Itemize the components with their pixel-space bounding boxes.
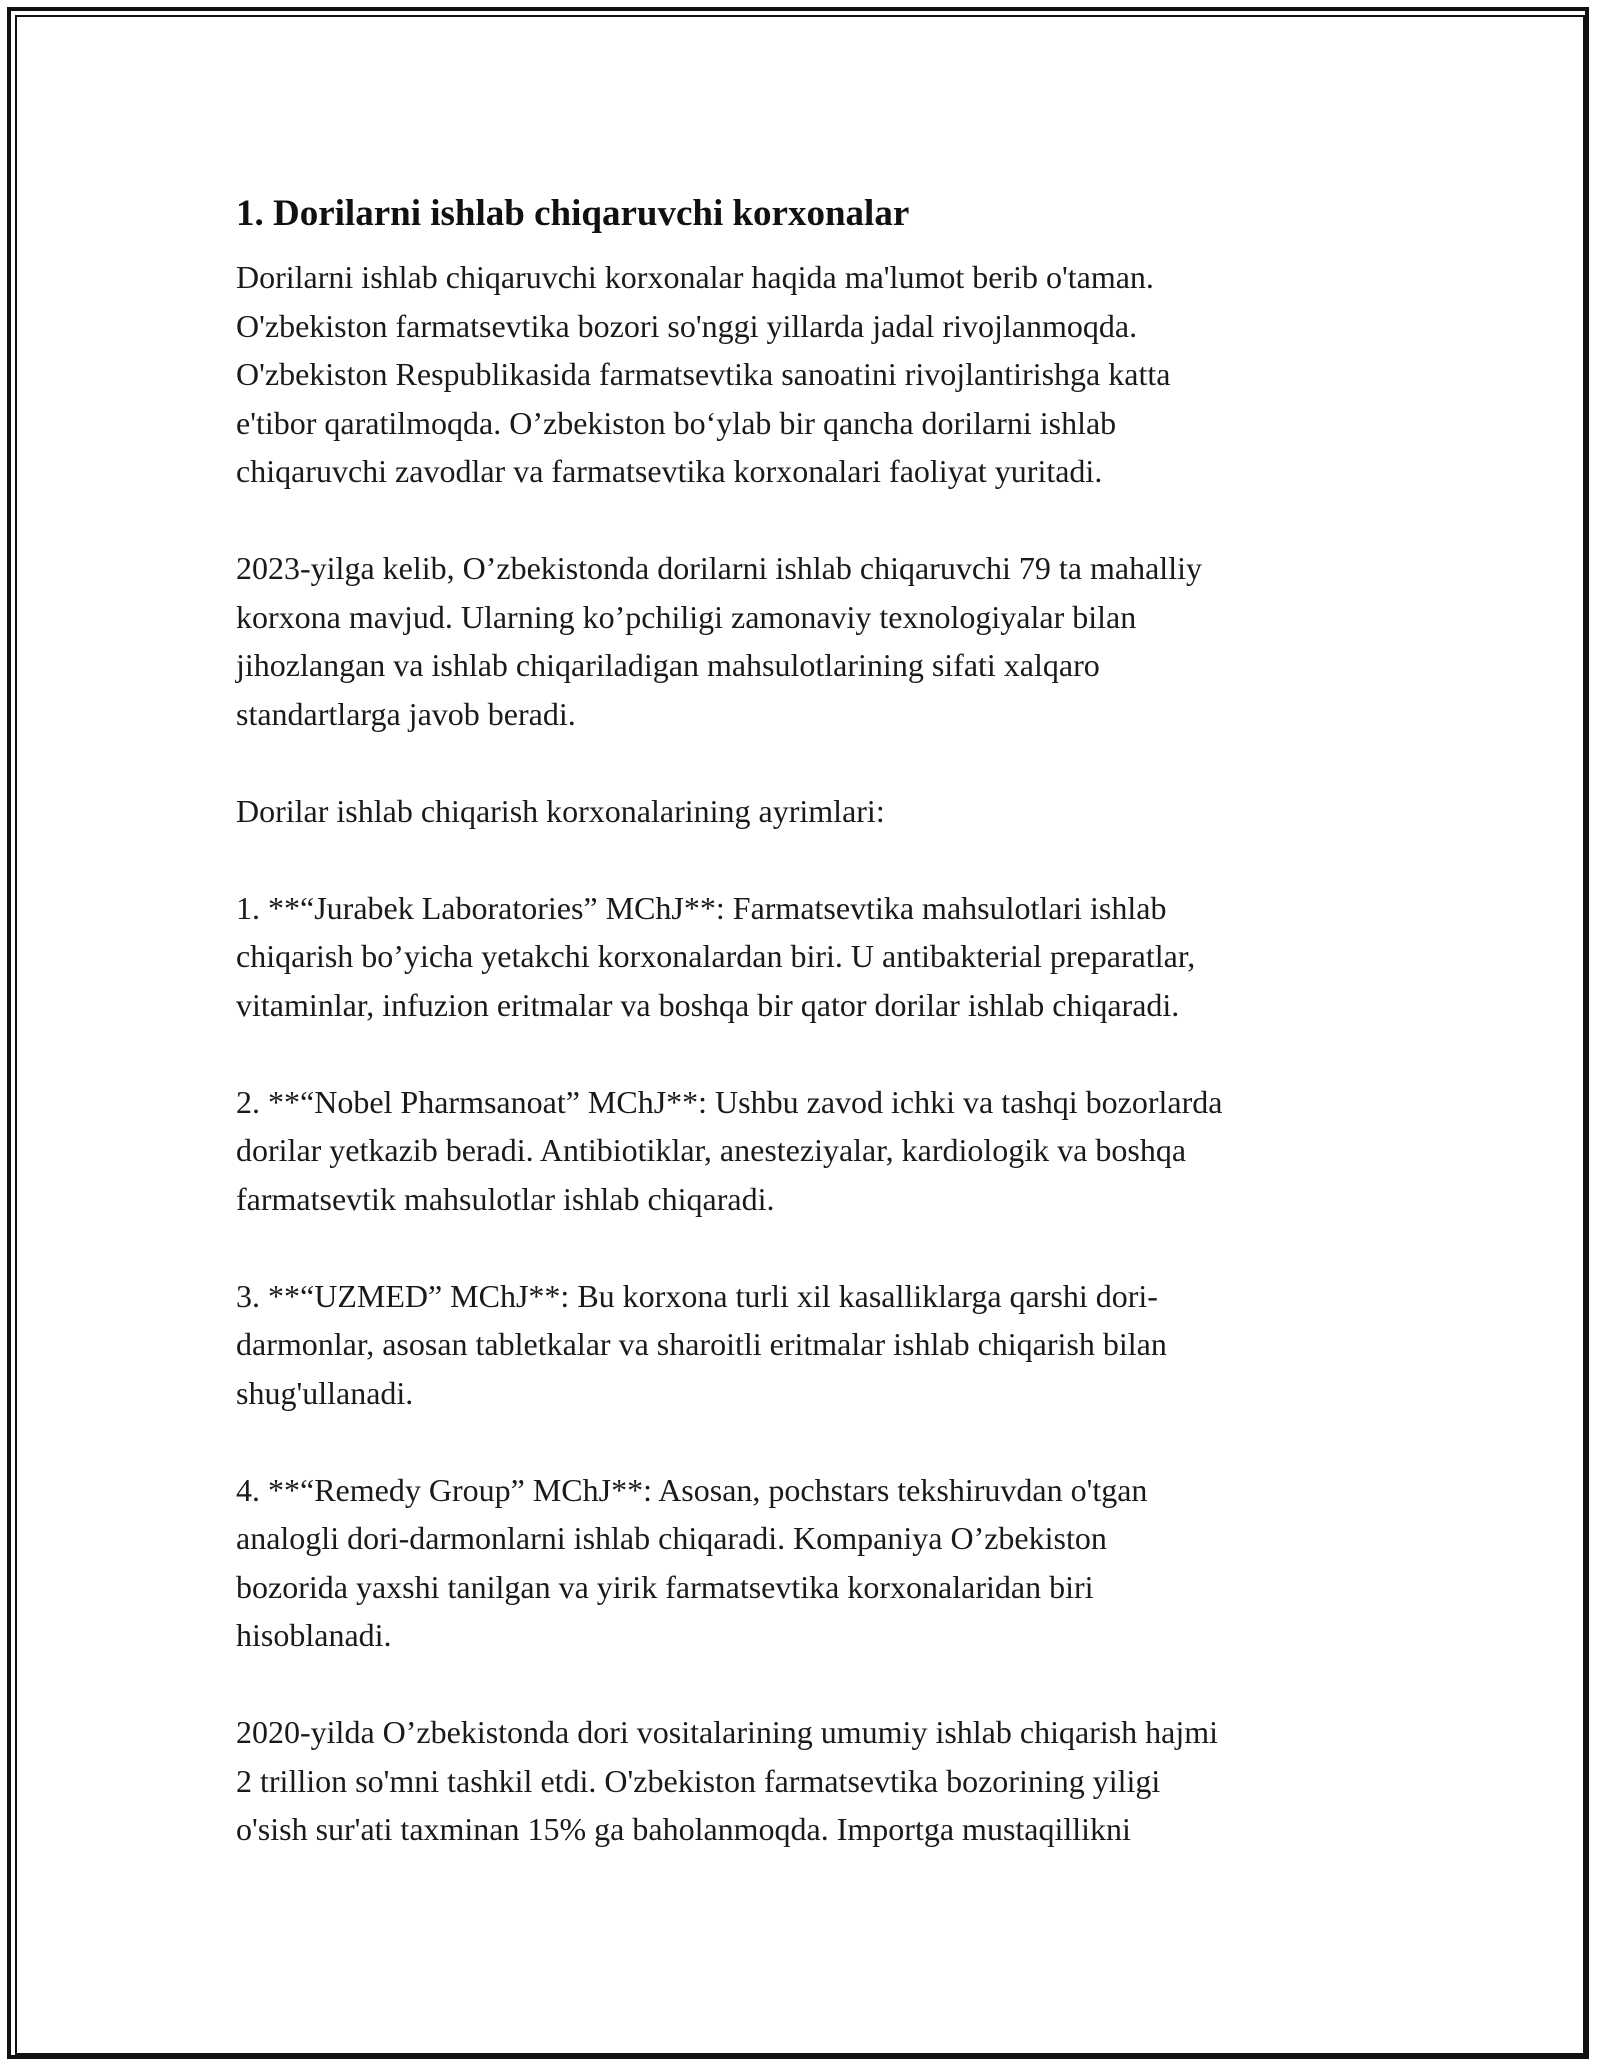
list-item-jurabek: 1. **“Jurabek Laboratories” MChJ**: Farmatsevtika mahsulotlari ishlab chiqarish bo’yicha yetakchi korxonalardan biri. U antibakterial preparatlar, vitaminlar, infuzion eritmalar va boshqa bir qator dorilar ishlab chiqaradi. [236,889,1196,1023]
list-item-nobel: 2. **“Nobel Pharmsanoat” MChJ**: Ushbu zavod ichki va tashqi bozorlarda dorilar yetkazib beradi. Antibiotiklar, anesteziyalar, kardiologik va boshqa farmatsevtik mahsulotlar ishlab chiqaradi. [236,1083,1223,1217]
list-item-remedy: 4. **“Remedy Group” MChJ**: Asosan, pochstars tekshiruvdan o'tgan analogli dori-darmonlarni ishlab chiqaradi. Kompaniya O’zbekiston bozorida yaxshi tanilgan va yirik farmatsevtika korxonalaridan biri hisoblanadi. [236,1471,1148,1653]
paragraph-statistics-2023: 2023-yilga kelib, O’zbekistonda dorilarni ishlab chiqaruvchi 79 ta mahalliy korxona mavjud. Ularning ko’pchiligi zamonaviy texnologiyalar bilan jihozlangan va ishlab chiqariladigan mahsulotlarining sifati xalqaro standartlarga javob beradi. [236,550,1202,732]
list-item-uzmed: 3. **“UZMED” MChJ**: Bu korxona turli xil kasalliklarga qarshi dori- darmonlar, asosan tabletkalar va sharoitli eritmalar ishlab chiqarish bilan shug'ullanadi. [236,1277,1167,1411]
paragraph-intro: Dorilarni ishlab chiqaruvchi korxonalar haqida ma'lumot berib o'taman. O'zbekiston farmatsevtika bozori so'nggi yillarda jadal rivojlanmoqda. O'zbekiston Respublikasida farmatsevtika sanoatini rivojlantirishga katta e'tibor qaratilmoqda. O’zbekiston bo‘ylab bir qancha dorilarni ishlab chiqaruvchi zavodlar va farmatsevtika korxonalari faoliyat yuritadi. [236,259,1171,489]
document-title: 1. Dorilarni ishlab chiqaruvchi korxonalar [236,193,910,234]
paragraph-statistics-2020: 2020-yilda O’zbekistonda dori vositalarining umumiy ishlab chiqarish hajmi 2 trillion so'mni tashkil etdi. O'zbekiston farmatsevtika bozorining yiligi o'sish sur'ati taxminan 15% ga baholanmoqda. Importga mustaqillikni [236,1714,1219,1847]
paragraph-list-intro: Dorilar ishlab chiqarish korxonalarining ayrimlari: [236,792,885,829]
document-body [236,188,1386,1854]
